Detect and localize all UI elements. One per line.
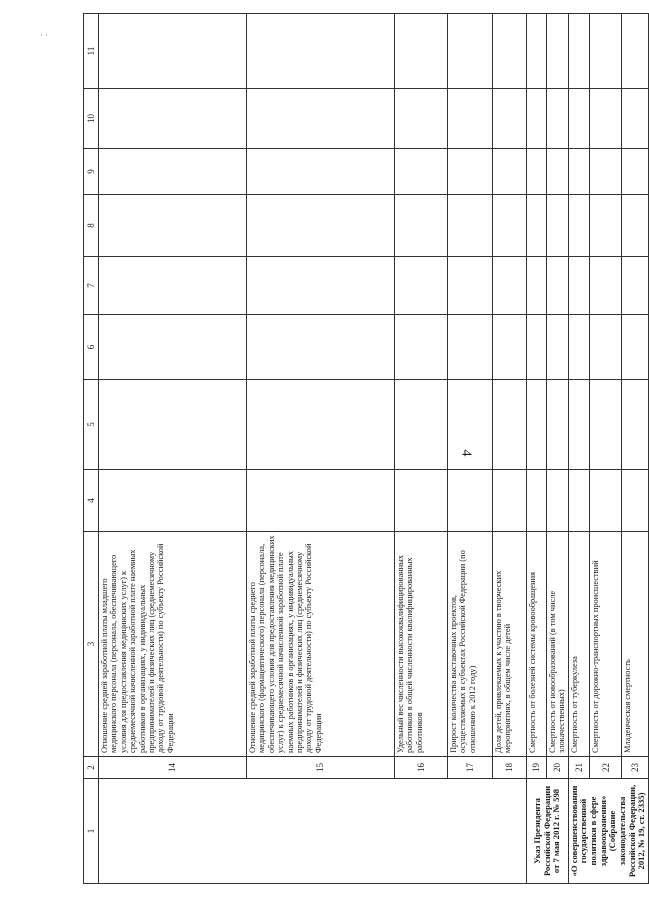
col-header-4: 4 — [84, 470, 99, 532]
table-row — [590, 14, 622, 884]
table-row — [622, 14, 649, 884]
row-number: 17 — [448, 757, 493, 779]
row-number: 23 — [622, 757, 649, 779]
col-header-5: 5 — [84, 380, 99, 470]
table-row — [395, 14, 448, 884]
row-number: 16 — [395, 757, 448, 779]
indicator-name: Смертность от дорожно-транспортных происшествий — [590, 532, 622, 757]
page-number: 4 — [458, 449, 474, 457]
indicator-name: Доля детей, привлекаемых к участию в творческих мероприятиях, в общем числе детей — [493, 532, 527, 757]
rotated-table-wrapper — [83, 14, 647, 884]
indicators-table — [83, 13, 649, 884]
col-header-1: 1 — [84, 779, 99, 884]
col-header-2: 2 — [84, 757, 99, 779]
col-header-6: 6 — [84, 315, 99, 380]
col-header-3: 3 — [84, 532, 99, 757]
row-number: 22 — [590, 757, 622, 779]
table-row — [247, 14, 395, 884]
law-reference-part2: «О совершенствовании государственной политики в сфере здравоохранения» (Собрание законодательства Российской Федерации, 2012, № 19, ст. 2335) — [568, 779, 648, 884]
table-row — [99, 14, 247, 884]
indicator-name: Смертность от туберкулеза — [568, 532, 589, 757]
table-row — [493, 14, 527, 884]
indicator-name: Отношение средней заработной платы младшего медицинского персонала (персонала, обеспечивающего условия для предоставления медицинских услуг) к среднемесячной начисленной заработной плате наемных работников в организациях, у индивидуальных предпринимателей и физических лиц (среднемесячному доходу от трудовой деятельности) по субъекту Российской Федерации — [99, 532, 247, 757]
col-header-9: 9 — [84, 149, 99, 195]
row-number: 21 — [568, 757, 589, 779]
law-reference-part1: Указ Президента Российской Федерации от 7 мая 2012 г. № 598 — [527, 779, 569, 884]
row-number: 19 — [527, 757, 547, 779]
table-row — [547, 14, 569, 884]
indicator-name: Удельный вес численности высококвалифицированных работников в общей численности квалифицированных работников — [395, 532, 448, 757]
row-number: 20 — [547, 757, 569, 779]
col-header-7: 7 — [84, 257, 99, 315]
table-row — [527, 14, 547, 884]
col-header-10: 10 — [84, 89, 99, 149]
indicator-name: Отношение средней заработной платы среднего медицинского (фармацевтического) персонала (персонала, обеспечивающего условия для предоставления медицинских услуг) к среднемесячной начисленной заработной плате наемных работников в организациях, у индивидуальных предпринимателей и физических лиц (среднемесячному доходу от трудовой деятельности) по субъекту Российской Федерации — [247, 532, 395, 757]
table-row — [568, 14, 589, 884]
row-number: 18 — [493, 757, 527, 779]
indicator-name: Смертность от болезней системы кровообращения — [527, 532, 547, 757]
indicator-name: Прирост количества выставочных проектов, осуществляемых в субъектах Российской Федерации (по отношению к 2012 году) — [448, 532, 493, 757]
col-header-11: 11 — [84, 14, 99, 89]
corner-marks: · · — [40, 30, 49, 40]
law-cell-empty — [99, 779, 527, 884]
column-number-row — [84, 14, 99, 884]
table-row — [448, 14, 493, 884]
row-number: 14 — [99, 757, 247, 779]
indicator-name: Смертность от новообразований (в том числе злокачественных) — [547, 532, 569, 757]
col-header-8: 8 — [84, 195, 99, 257]
indicator-name: Младенческая смертность — [622, 532, 649, 757]
row-number: 15 — [247, 757, 395, 779]
